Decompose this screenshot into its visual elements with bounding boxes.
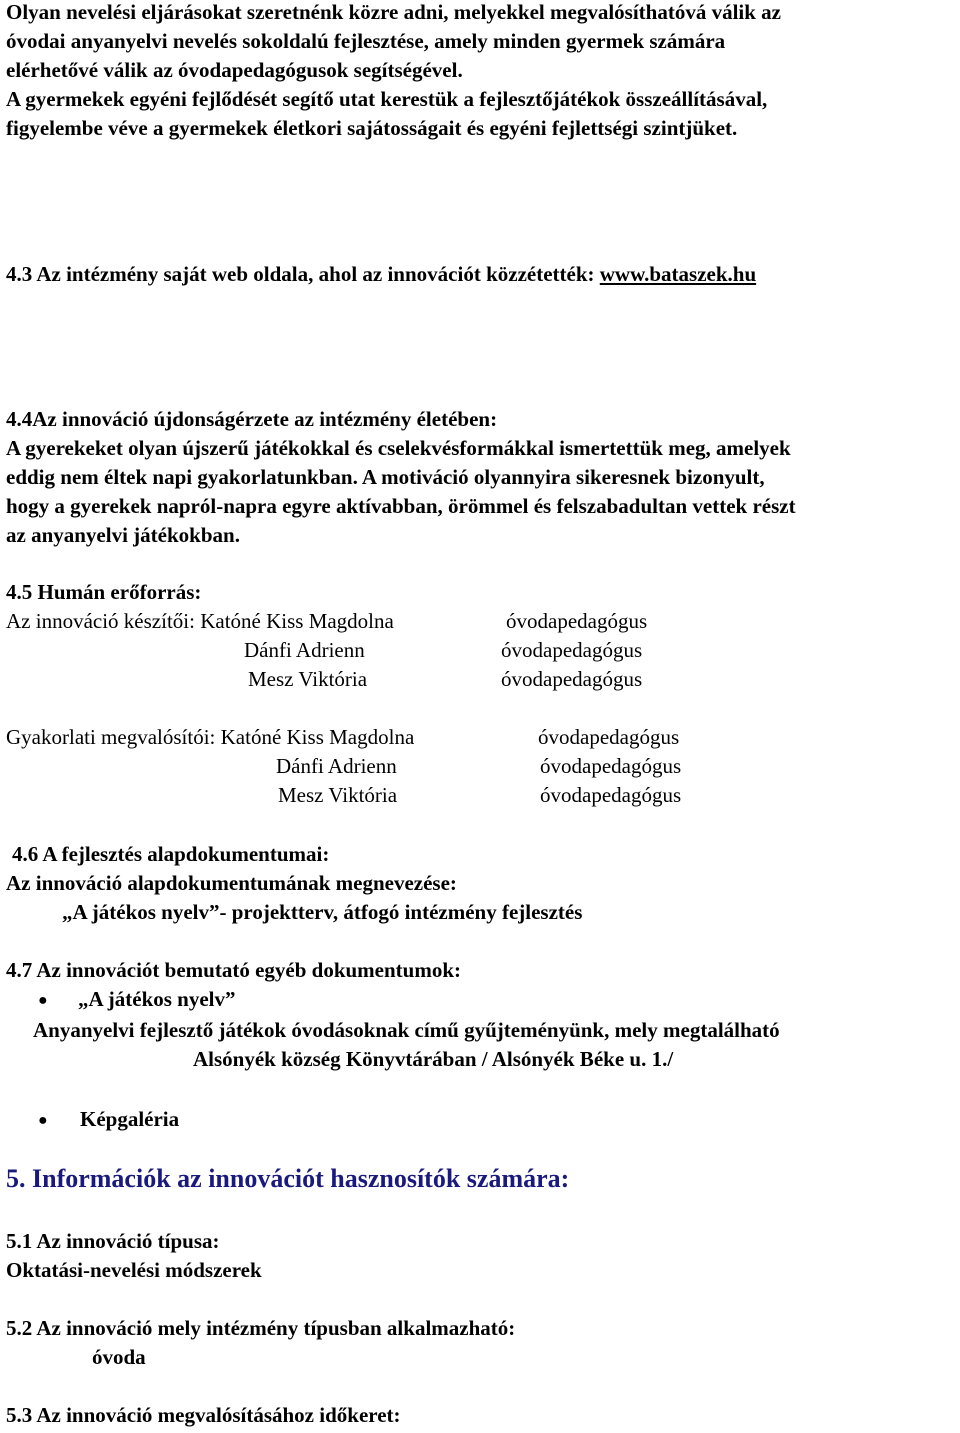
creator-name: Katóné Kiss Magdolna xyxy=(200,609,394,633)
section-5-1-value: Oktatási-nevelési módszerek xyxy=(6,1258,262,1282)
section-5-2-value: óvoda xyxy=(92,1345,146,1369)
section-4-4-line-1: A gyerekeket olyan újszerű játékokkal és cselekvésformákkal ismertettük meg, amelyek xyxy=(6,436,791,460)
creator-role: óvodapedagógus xyxy=(501,667,643,691)
section-4-7-heading: 4.7 Az innovációt bemutató egyéb dokumentumok: xyxy=(6,958,462,982)
creator-name: Mesz Viktória xyxy=(248,667,368,691)
section-5-heading: 5. Információk az innovációt hasznosítók számára: xyxy=(6,1164,570,1193)
section-4-5-heading: 4.5 Humán erőforrás: xyxy=(6,580,202,604)
practitioner-role: óvodapedagógus xyxy=(540,783,682,807)
bullet-icon: ● xyxy=(38,1112,48,1129)
section-4-4-line-2: eddig nem éltek napi gyakorlatunkban. A motiváció olyannyira sikeresnek bizonyult, xyxy=(6,465,765,489)
creator-role: óvodapedagógus xyxy=(506,609,648,633)
practitioner-role: óvodapedagógus xyxy=(538,725,680,749)
creators-row-1 xyxy=(6,607,394,636)
intro-line-5: figyelembe véve a gyermekek életkori sajátosságait és egyéni fejlettségi szintjüket. xyxy=(6,116,738,140)
intro-line-2: óvodai anyanyelvi nevelés sokoldalú fejlesztése, amely minden gyermek számára xyxy=(6,29,726,53)
section-4-3 xyxy=(6,260,756,289)
section-5-3-heading: 5.3 Az innováció megvalósításához időkeret: xyxy=(6,1403,401,1427)
bullet-item-1-desc-2: Alsónyék község Könyvtárában / Alsónyék Béke u. 1./ xyxy=(193,1047,674,1071)
bullet-icon: ● xyxy=(38,992,48,1009)
practitioner-role: óvodapedagógus xyxy=(540,754,682,778)
section-4-3-text: 4.3 Az intézmény saját web oldala, ahol az innovációt közzétették: xyxy=(6,262,600,286)
section-5-2-heading: 5.2 Az innováció mely intézmény típusban alkalmazható: xyxy=(6,1316,516,1340)
creator-name: Dánfi Adrienn xyxy=(244,638,365,662)
creators-label: Az innováció készítői: xyxy=(6,609,201,633)
section-4-6-label: Az innováció alapdokumentumának megnevezése: xyxy=(6,871,457,895)
section-4-4-heading: 4.4Az innováció újdonságérzete az intézmény életében: xyxy=(6,407,498,431)
creator-role: óvodapedagógus xyxy=(501,638,643,662)
practitioners-label: Gyakorlati megvalósítói: xyxy=(6,725,221,749)
practitioner-name: Mesz Viktória xyxy=(278,783,398,807)
section-5-1-heading: 5.1 Az innováció típusa: xyxy=(6,1229,220,1253)
section-4-4-line-3: hogy a gyerekek napról-napra egyre aktívabban, örömmel és felszabadultan vettek részt xyxy=(6,494,796,518)
section-4-4-line-4: az anyanyelvi játékokban. xyxy=(6,523,240,547)
bullet-item-1: „A játékos nyelv” xyxy=(78,987,236,1011)
intro-line-3: elérhetővé válik az óvodapedagógusok segítségével. xyxy=(6,58,463,82)
practitioner-name: Dánfi Adrienn xyxy=(276,754,397,778)
bullet-item-1-desc-1: Anyanyelvi fejlesztő játékok óvodásoknak című gyűjteményünk, mely megtalálható xyxy=(33,1018,780,1042)
section-4-6-value: „A játékos nyelv”- projektterv, átfogó intézmény fejlesztés xyxy=(62,900,583,924)
practitioners-row-1 xyxy=(6,723,414,752)
section-4-6-heading: 4.6 A fejlesztés alapdokumentumai: xyxy=(12,842,330,866)
website-link[interactable]: www.bataszek.hu xyxy=(599,262,757,286)
intro-line-4: A gyermekek egyéni fejlődését segítő utat kerestük a fejlesztőjátékok összeállításával, xyxy=(6,87,768,111)
bullet-item-2: Képgaléria xyxy=(80,1107,180,1131)
intro-line-1: Olyan nevelési eljárásokat szeretnénk közre adni, melyekkel megvalósíthatóvá válik az xyxy=(6,0,782,24)
practitioner-name: Katóné Kiss Magdolna xyxy=(220,725,415,749)
